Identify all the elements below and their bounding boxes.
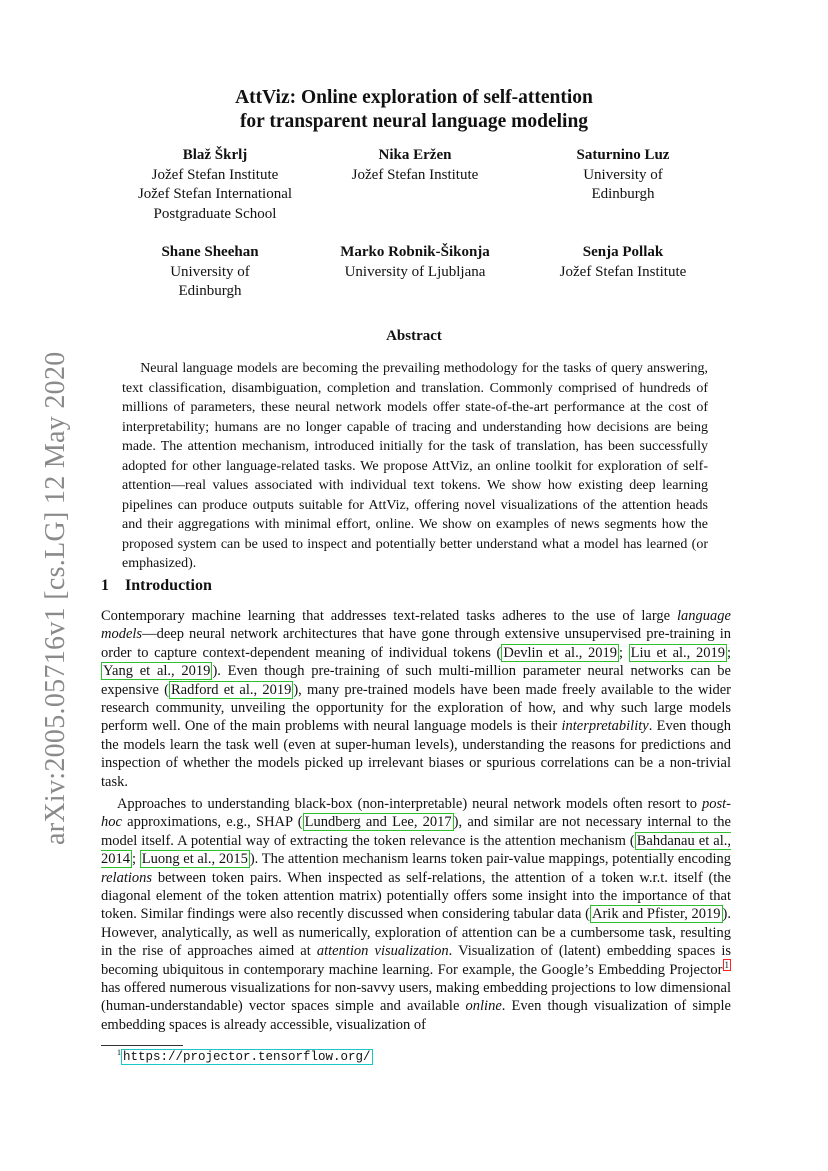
text-run: ), and similar are not necessary internal to the model itself. A potential way of extracting the token relevance is the attention mechanism ( [101, 814, 731, 849]
text-run: has offered numerous visualizations for non-savvy users, making embedding projections to low dimensional (human-understandable) vector spaces simple and available [101, 980, 731, 1015]
author-block [508, 146, 738, 205]
citation-link[interactable]: Devlin et al., 2019 [503, 644, 617, 661]
text-run: . Visualization of (latent) embedding spaces is becoming ubiquitous in contemporary machine learning. For example, the Google’s Embedding Projector [101, 943, 731, 978]
author-affiliation: Jožef Stefan International [137, 186, 293, 202]
emphasis: post-hoc [101, 796, 731, 831]
author-affiliation: Jožef Stefan Institute [559, 263, 687, 280]
text-run: —deep neural network architectures that have gone through extensive unsupervised pre-training in order to capture context-dependent meaning of individual tokens ( [101, 626, 731, 661]
author-affiliation: University of [583, 166, 663, 183]
citation-link[interactable]: Arik and Pfister, 2019 [591, 906, 721, 923]
author-name: Marko Robnik-Šikonja [340, 244, 490, 260]
title-line-2: for transparent neural language modeling [239, 111, 589, 132]
citation-link[interactable]: Radford et al., 2019 [171, 681, 292, 698]
abstract-heading: Abstract [386, 328, 442, 344]
emphasis: online [465, 998, 502, 1015]
emphasis: interpretability [561, 718, 649, 735]
citation-link[interactable]: Luong et al., 2015 [141, 851, 248, 868]
footnote [117, 1048, 373, 1064]
author-affiliation: Jožef Stefan Institute [351, 166, 479, 183]
author-block [95, 243, 325, 302]
text-run: Contemporary machine learning that addresses text-related tasks adheres to the use of large [101, 608, 678, 624]
intro-paragraph-1 [101, 607, 731, 791]
text-run: Approaches to understanding black-box (non-interpretable) neural network models often resort to [116, 796, 702, 812]
author-name: Blaž Škrlj [182, 147, 248, 163]
arxiv-sidebar-stamp: arXiv:2005.05716v1 [cs.LG] 12 May 2020 [40, 351, 71, 845]
emphasis: language models [101, 608, 731, 643]
text-run: ). However, analytically, as well as numerically, exploration of attention can be a cumbersome task, resulting in the rise of approaches aimed at [101, 906, 732, 960]
author-affiliation: Edinburgh [178, 283, 242, 299]
author-block [300, 243, 530, 282]
author-affiliation: University of [170, 263, 250, 280]
footnote-number: 1 [117, 1048, 121, 1057]
author-affiliation: Postgraduate School [153, 205, 277, 222]
section-number: 1 [101, 577, 109, 594]
text-run: . Even though the models learn the task well (even at super-human levels), understanding the reasons for predictions and inspection of whether the models picked up irrelevant biases or spurious correlations can be a non-trivial task. [101, 718, 731, 790]
title-line-1: AttViz: Online exploration of self-attention [235, 87, 593, 108]
emphasis: relations [101, 869, 153, 886]
author-block [508, 243, 738, 282]
citation-link[interactable]: Lundberg and Lee, 2017 [304, 814, 452, 831]
author-affiliation: Jožef Stefan Institute [151, 166, 279, 183]
footnote-marker-link[interactable]: 1 [724, 959, 729, 970]
author-name: Shane Sheehan [161, 244, 259, 260]
footnote-url-link[interactable]: https://projector.tensorflow.org/ [123, 1050, 371, 1064]
text-run: ), many pre-trained models have been made freely available to the wider research community, unveiling the opportunity for the exploration of how, and why such large models perform well. One of the main problems with neural language models is their [101, 681, 731, 735]
author-affiliation: University of Ljubljana [344, 263, 486, 280]
section-heading [101, 577, 212, 595]
text-run: between token pairs. When inspected as self-relations, the attention of a token w.r.t. itself (the diagonal element of the token attention matrix) potentially offers some insight into the importance of that token. Similar findings were also recently discussed when considering tabular data ( [101, 869, 731, 923]
text-run: approximations, e.g., SHAP ( [121, 814, 303, 831]
text-run: ; [618, 644, 629, 661]
author-name: Nika Eržen [378, 147, 452, 163]
citation-link[interactable]: Bahdanau et al., 2014 [101, 832, 731, 868]
text-run: ; [132, 851, 140, 868]
text-run: . Even though visualization of simple embedding spaces is already accessible, visualization of [101, 998, 731, 1033]
author-affiliation: Edinburgh [591, 186, 655, 202]
citation-link[interactable]: Liu et al., 2019 [630, 644, 725, 661]
author-name: Senja Pollak [582, 244, 664, 260]
text-run: ). The attention mechanism learns token pair-value mappings, potentially encoding [249, 851, 732, 868]
footnote-divider [101, 1045, 183, 1046]
text-run: ). Even though pre-training of such multi-million parameter neural networks can be expensive ( [101, 663, 731, 698]
author-block [100, 146, 330, 224]
citation-link[interactable]: Yang et al., 2019 [103, 663, 211, 680]
author-block [300, 146, 530, 185]
author-name: Saturnino Luz [576, 147, 670, 163]
abstract-text: Neural language models are becoming the prevailing methodology for the tasks of query answering, text classification, disambiguation, completion and translation. Commonly comprised of hundreds of millions of parameters, these neural network models offer state-of-the-art performance at the cost of interpretability; humans are no longer capable of tracing and understanding how decisions are being made. The attention mechanism, introduced initially for the task of translation, has been successfully adopted for other language-related tasks. We propose AttViz, an online toolkit for exploration of self-attention—real values associated with individual text tokens. We show how existing deep learning pipelines can produce outputs suitable for AttViz, offering novel visualizations of the attention heads and their aggregations with minimal effort, online. We show on examples of news segments how the proposed system can be used to inspect and potentially better understand what a model has learned (or emphasized). [122, 361, 708, 571]
emphasis: attention visualization [316, 943, 449, 960]
paper-title [0, 86, 828, 134]
section-title: Introduction [125, 577, 212, 594]
intro-paragraph-2 [101, 795, 731, 1034]
text-run: ; [726, 644, 731, 661]
